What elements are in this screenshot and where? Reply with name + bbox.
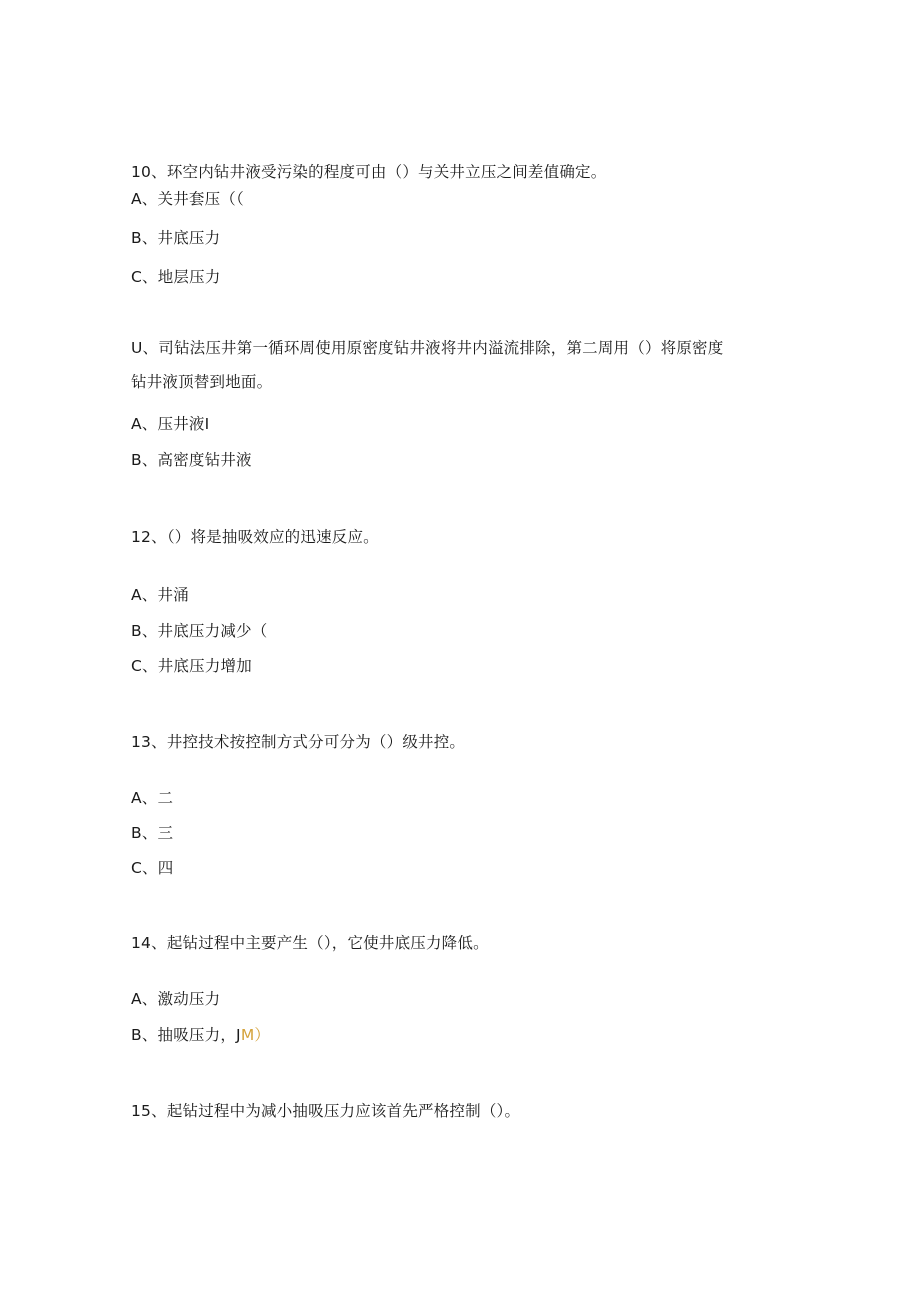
question-10: 10、环空内钻井液受污染的程度可由（）与关井立压之间差值确定。 bbox=[131, 163, 607, 181]
question-12-option-b: B、井底压力减少（ bbox=[131, 622, 268, 640]
question-14-option-b-mark: M） bbox=[240, 1026, 271, 1044]
question-14-option-b-text: B、抽吸压力，J bbox=[131, 1026, 241, 1044]
question-10-option-b: B、井底压力 bbox=[131, 229, 221, 247]
question-11: U、司钻法压井第一循环周使用原密度钻井液将井内溢流排除，第二周用（）将原密度 bbox=[131, 339, 724, 357]
question-11-continuation: 钻井液顶替到地面。 bbox=[131, 373, 273, 391]
question-12-option-c: C、井底压力增加 bbox=[131, 657, 252, 675]
question-14: 14、起钻过程中主要产生（），它使井底压力降低。 bbox=[131, 934, 489, 952]
question-11-option-a: A、压井液I bbox=[131, 415, 210, 433]
question-11-option-b: B、高密度钻井液 bbox=[131, 451, 252, 469]
question-10-option-a: A、关井套压（（ bbox=[131, 190, 244, 208]
question-12-option-a: A、井涌 bbox=[131, 586, 189, 604]
question-14-option-a: A、激动压力 bbox=[131, 990, 221, 1008]
question-13-option-c: C、四 bbox=[131, 859, 174, 877]
question-10-option-c: C、地层压力 bbox=[131, 268, 221, 286]
question-13-option-a: A、二 bbox=[131, 789, 174, 807]
question-12: 12、（）将是抽吸效应的迅速反应。 bbox=[131, 528, 379, 546]
question-13: 13、井控技术按控制方式分可分为（）级井控。 bbox=[131, 733, 466, 751]
question-15: 15、起钻过程中为减小抽吸压力应该首先严格控制（）。 bbox=[131, 1102, 521, 1120]
question-14-option-b bbox=[131, 1024, 270, 1046]
question-13-option-b: B、三 bbox=[131, 824, 174, 842]
